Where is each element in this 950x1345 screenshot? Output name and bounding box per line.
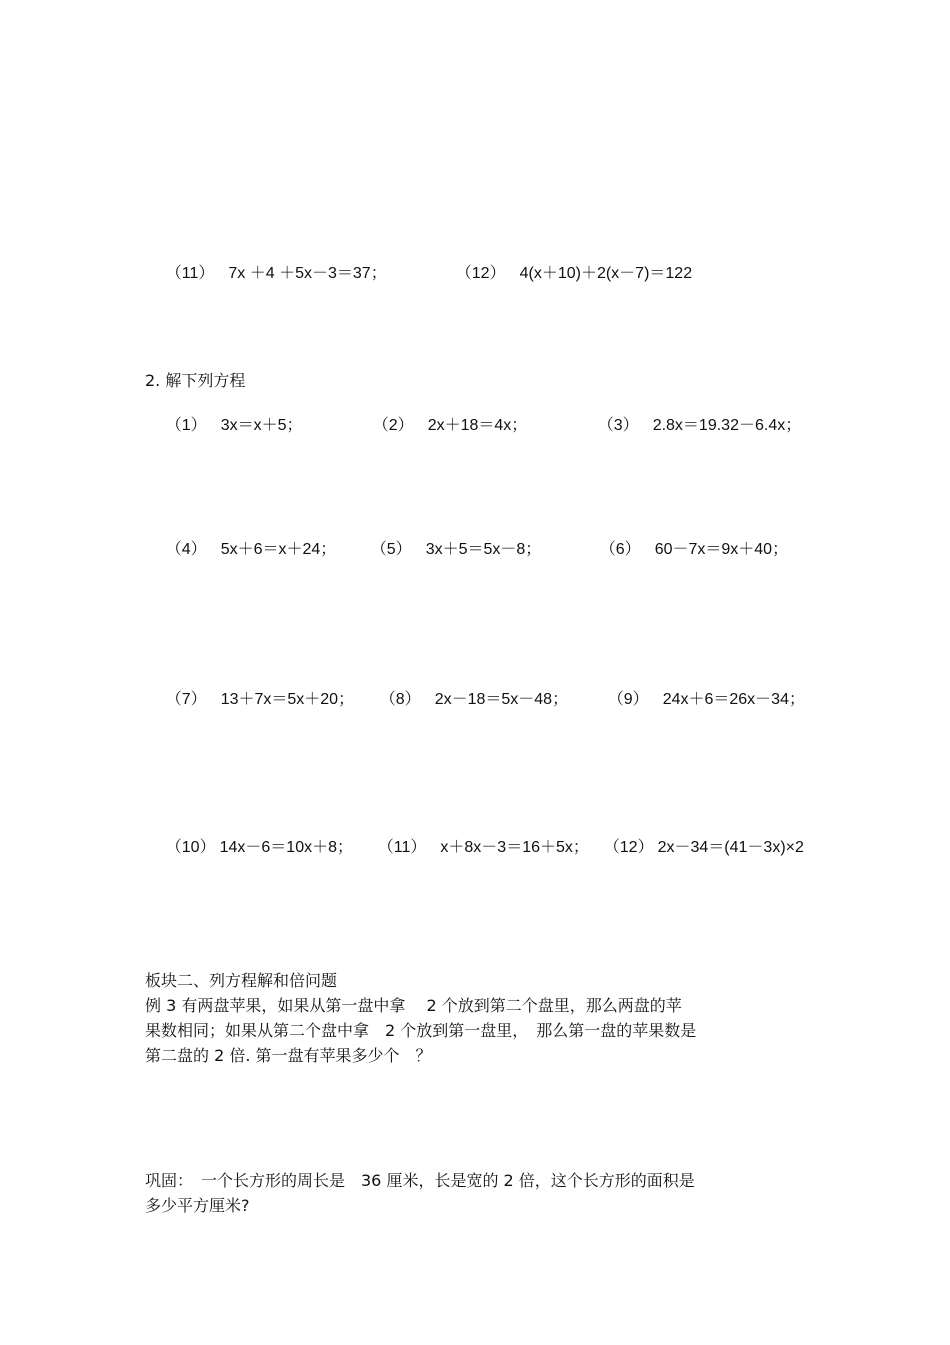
problem-1	[148, 396, 303, 456]
problem-expression: 60－7x＝9x＋40；	[654, 541, 789, 558]
problem-expression: 2x＋18＝4x；	[427, 417, 528, 434]
example-3-line-2: 果数相同；如果从第二个盘中拿 2 个放到第一盘里， 那么第一盘的苹果数是	[145, 1021, 697, 1040]
problem-expression: 2x－18＝5x－48；	[434, 691, 569, 708]
problem-expression: 3x＋5＝5x－8；	[425, 541, 542, 558]
problem-7	[148, 670, 354, 730]
example-3-line-3: 第二盘的 2 倍. 第一盘有苹果多少个 ？	[145, 1046, 432, 1065]
problem-label: （10）	[165, 839, 216, 856]
problem-12-prev	[438, 244, 692, 304]
problem-6	[582, 520, 788, 580]
block-2-heading: 板块二、列方程解和倍问题	[145, 971, 338, 990]
problem-label: （2）	[372, 417, 414, 434]
exercise-line-2: 多少平方厘米?	[145, 1196, 250, 1215]
problem-label: （5）	[370, 541, 412, 558]
problem-expression: 3x＝x＋5；	[220, 417, 303, 434]
problem-label: （6）	[599, 541, 641, 558]
problem-expression: 7x ＋4 ＋5x－3＝37；	[228, 265, 387, 282]
problem-10	[148, 818, 353, 878]
problem-2	[355, 396, 527, 456]
problem-expression: x＋8x－3＝16＋5x；	[440, 839, 589, 856]
problem-expression: 4(x＋10)＋2(x－7)＝122	[519, 265, 693, 282]
problem-11	[360, 818, 589, 878]
problem-label: （12）	[455, 265, 506, 282]
problem-expression: 24x＋6＝26x－34；	[662, 691, 805, 708]
problem-label: （1）	[165, 417, 207, 434]
problem-9	[590, 670, 805, 730]
problem-4	[148, 520, 336, 580]
problem-label: （3）	[597, 417, 639, 434]
problem-label: （11）	[377, 839, 427, 856]
problem-expression: 2x－34＝(41－3x)×2	[657, 839, 804, 856]
problem-5	[353, 520, 541, 580]
section-2-heading: 2. 解下列方程	[145, 371, 246, 390]
problem-expression: 13＋7x＝5x＋20；	[220, 691, 355, 708]
problem-8	[362, 670, 568, 730]
problem-label: （11）	[165, 265, 215, 282]
problem-label: （12）	[603, 839, 654, 856]
problem-3	[580, 396, 801, 456]
example-3-line-1: 例 3 有两盘苹果，如果从第一盘中拿 2 个放到第二个盘里，那么两盘的苹	[145, 996, 682, 1015]
problem-expression: 2.8x＝19.32－6.4x；	[652, 417, 802, 434]
problem-12	[586, 818, 804, 878]
problem-11-prev	[148, 244, 387, 304]
problem-label: （9）	[607, 691, 649, 708]
problem-label: （8）	[379, 691, 421, 708]
problem-label: （4）	[165, 541, 207, 558]
exercise-line-1: 巩固： 一个长方形的周长是 36 厘米，长是宽的 2 倍，这个长方形的面积是	[145, 1171, 695, 1190]
problem-expression: 14x－6＝10x＋8；	[219, 839, 353, 856]
problem-label: （7）	[165, 691, 207, 708]
problem-expression: 5x＋6＝x＋24；	[220, 541, 337, 558]
